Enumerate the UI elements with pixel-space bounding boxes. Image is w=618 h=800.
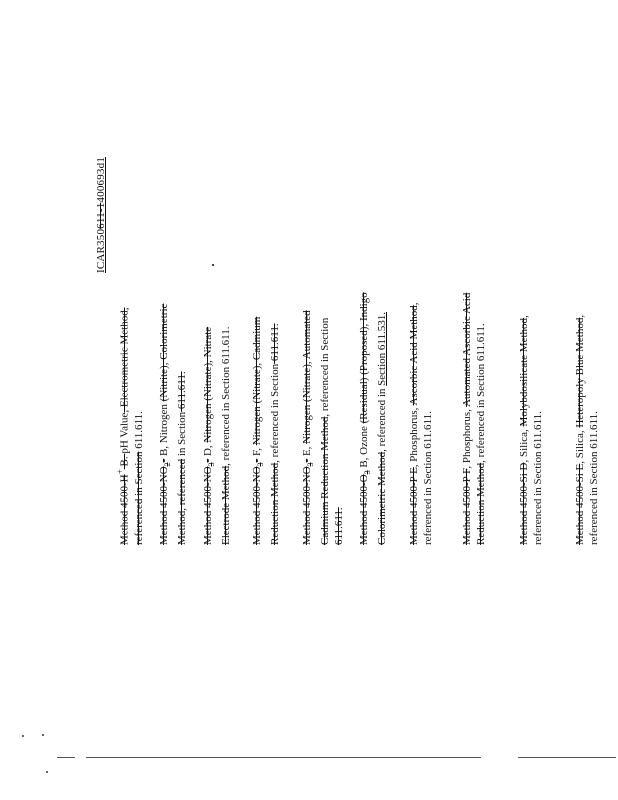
method-subscript: 3 — [256, 462, 266, 467]
method-name: Method 4500-NO — [251, 466, 263, 545]
method-reference-deleted: 611.611. — [269, 323, 282, 364]
doc-id-prefix: ICAR350 — [95, 228, 107, 274]
scan-speck — [22, 735, 24, 737]
method-reference-label: in Section — [176, 411, 189, 459]
rotated-page-content — [95, 15, 615, 545]
doc-id-strike: 611-1 — [95, 202, 107, 229]
method-title: , Phosphorus, — [408, 405, 420, 468]
method-charge: - — [158, 458, 170, 463]
method-reference: , referenced in Section 611.611. — [408, 302, 434, 545]
method-description-deleted: Nitrogen (Nitrate), Automated Cadmium Reduction Method — [301, 310, 332, 545]
method-name: Method 4500-P F — [461, 468, 473, 545]
method-subscript: 2 — [163, 462, 173, 467]
method-entry — [460, 290, 488, 545]
method-charge: - — [301, 458, 313, 463]
method-title: D, — [202, 442, 214, 459]
method-description-deleted: (Residual) (Proposed), Indigo Colorimetric Method — [358, 292, 389, 545]
method-title: E, — [301, 443, 313, 459]
method-description-deleted: (Nitrite), Colorimetric Method, referenced — [158, 303, 189, 545]
method-name: Method 4500-O — [358, 474, 370, 545]
method-charge: - — [251, 458, 263, 463]
method-entry — [407, 290, 435, 545]
method-superscript: + — [115, 469, 125, 475]
method-description-deleted: Automated Ascorbic Acid Reduction Method — [461, 292, 487, 545]
method-reference: , referenced in Section 611.611. — [220, 326, 233, 466]
method-entry — [517, 290, 545, 545]
method-description-deleted: Nitrogen (Nitrate), Cadmium Reduction Method — [251, 316, 282, 545]
method-title: F, — [251, 445, 263, 459]
method-reference-deleted: 611.611. — [333, 507, 346, 545]
method-name: Method 4500-NO — [202, 466, 214, 545]
method-subscript: 3 — [207, 462, 217, 467]
method-description-deleted: , Electrometric Method, referenced in Section — [118, 307, 145, 545]
method-entry — [201, 290, 233, 545]
scan-speck — [46, 771, 48, 773]
method-reference-inserted: Section 611.531. — [376, 312, 389, 386]
footer-rule-long — [86, 757, 481, 758]
footer-rule-short — [57, 757, 75, 758]
method-reference: 611.611. — [132, 411, 145, 452]
method-name: Method 4500-Si D — [518, 462, 530, 545]
method-reference-label: , referenced in Section — [269, 363, 282, 463]
method-name: Method 4500-NO — [158, 466, 170, 545]
method-description-deleted: Nitrogen (Nitrate), Nitrate Electrode Method — [202, 326, 233, 545]
method-entry — [250, 290, 282, 545]
method-subscript: 3 — [363, 470, 373, 475]
method-reference: , referenced in Section 611.611. — [518, 315, 544, 545]
method-description-deleted: Heteropoly Blue Method — [574, 317, 586, 428]
method-title: , Phosphorus, — [461, 406, 473, 469]
footer-rule-right — [518, 757, 616, 758]
method-entry — [300, 290, 346, 545]
method-description-deleted: Ascorbic Acid Method — [408, 305, 420, 406]
method-letter: B. — [118, 453, 131, 470]
method-entry — [113, 290, 146, 545]
method-entry — [157, 290, 189, 545]
method-reference-label: , referenced in Section — [319, 317, 332, 417]
method-title: , Silica, — [574, 427, 586, 464]
method-charge: - — [202, 458, 214, 463]
method-reference-label: , referenced in — [376, 385, 389, 452]
method-name: Method 4500-Si E — [574, 463, 586, 545]
method-entry — [357, 290, 389, 545]
doc-id-insert: 400693d1 — [95, 156, 107, 203]
method-reference: , referenced in Section 611.611. — [574, 314, 600, 545]
scan-speck — [42, 734, 44, 736]
method-name: Method 4500-NO — [301, 466, 313, 545]
method-title: pH Value — [118, 412, 131, 454]
document-id — [95, 35, 107, 395]
method-reference-deleted: 611.611. — [176, 371, 189, 412]
scan-speck — [212, 264, 214, 266]
method-description-deleted: Molybdosilicate Method — [518, 317, 530, 427]
method-entry — [573, 290, 601, 545]
method-title: , Silica, — [518, 426, 530, 463]
method-reference: , referenced in Section 611.611. — [475, 323, 487, 463]
method-subscript: 3 — [306, 462, 316, 467]
method-title: B, Ozone — [358, 423, 370, 471]
method-title: B, Nitrogen — [158, 401, 170, 459]
method-name: Method 4500-P E — [408, 467, 420, 545]
method-name: Method 4500-H — [118, 474, 131, 545]
